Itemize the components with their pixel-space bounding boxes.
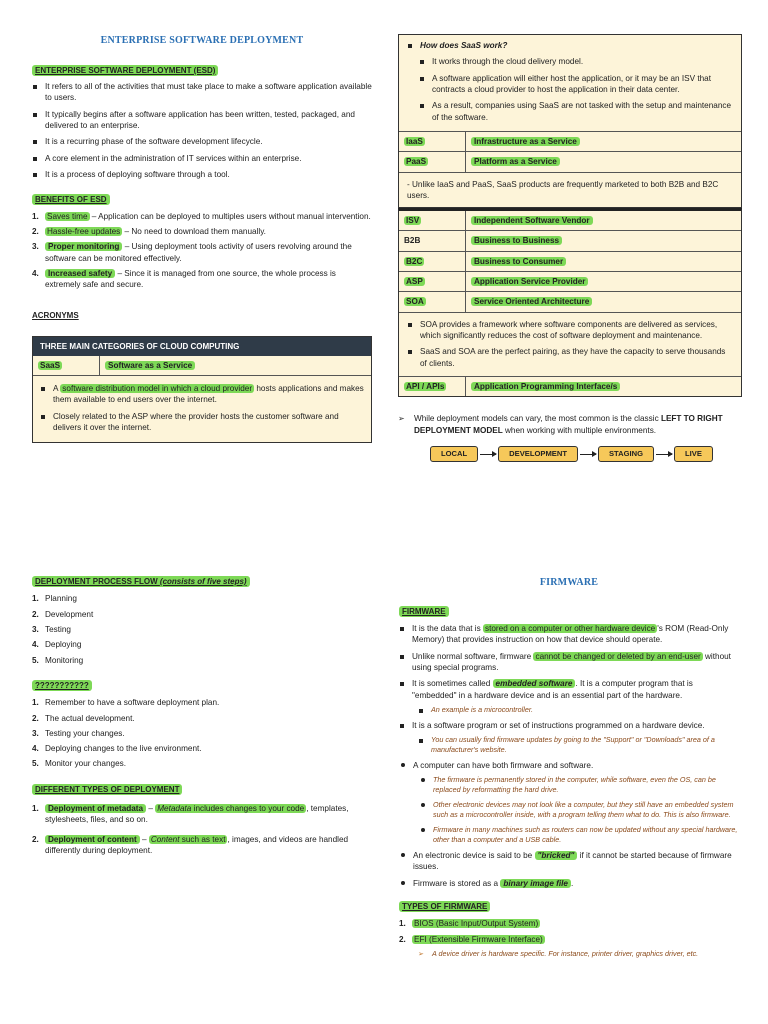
left-top-column: [32, 34, 372, 443]
page-title: ENTERPRISE SOFTWARE DEPLOYMENT: [100, 35, 304, 46]
soa-list: [407, 319, 733, 369]
right-top-column: [398, 34, 742, 462]
acronym-value: Application Service Provider: [471, 277, 588, 286]
list-item: SOA provides a framework where software components are delivered as services, which significantly reduces the cost of software deployment and maintenance.: [407, 319, 733, 342]
benefits-heading: BENEFITS OF ESD: [32, 194, 110, 205]
list-item: The firmware is permanently stored in the computer, while software, even the OS, can be replaced by reformatting the hard drive.: [419, 775, 739, 795]
list-item: SaaS and SOA are the perfect pairing, as they have the capacity to serve thousands of clients.: [407, 346, 733, 369]
flow-step-staging: STAGING: [598, 446, 654, 462]
b2b-note: - Unlike IaaS and PaaS, SaaS products are frequently marketed to both B2B and B2C users.: [399, 172, 741, 208]
list-item: 1. Remember to have a software deployment plan.: [32, 698, 220, 708]
unknown-heading: ???????????: [32, 680, 92, 691]
deployment-model-note: [398, 413, 742, 436]
list-item: It works through the cloud delivery model.: [419, 56, 733, 67]
list-item: 3. Testing: [32, 624, 71, 634]
acronym-key: ISV: [406, 216, 420, 226]
list-item: ➢ A device driver is hardware specific. For instance, printer driver, graphics driver, etc.: [418, 949, 739, 959]
list-item: Other electronic devices may not look like a computer, but they still have an embedded system such as a microcontroller inside, with a program telling them what to do. This is also firmware.: [419, 800, 739, 820]
benefits-list: [32, 211, 372, 291]
acronym-value: Business to Business: [471, 236, 562, 245]
firmware-title: FIRMWARE: [539, 577, 599, 588]
list-item: 4. Deploying changes to the live environment.: [32, 744, 202, 754]
acronym-table: [398, 208, 742, 397]
cloud-categories-box: [32, 336, 372, 444]
flow-step-development: DEVELOPMENT: [498, 446, 578, 462]
flow-step-local: LOCAL: [430, 446, 478, 462]
firmware-types-heading: TYPES OF FIRMWARE: [399, 901, 490, 912]
list-item: It is a process of deploying software through a tool.: [32, 169, 372, 180]
deployment-flow-diagram: [430, 446, 742, 462]
acronym-key: ASP: [406, 277, 423, 287]
list-item: It is sometimes called embedded software . It is a computer program that is "embedded" in a hardware device and is an essential part of the hardware. An example is a microcontroller.: [399, 678, 739, 715]
list-item: 5. Monitoring: [32, 655, 84, 665]
list-item: As a result, companies using SaaS are not tasked with the setup and maintenance of the software.: [419, 100, 733, 123]
types-heading: DIFFERENT TYPES OF DEPLOYMENT: [32, 784, 182, 795]
list-item: Closely related to the ASP where the provider hosts the customer software and delivers it over the internet.: [40, 411, 364, 434]
acronym-value: Infrastructure as a Service: [471, 137, 580, 146]
list-item: ➢ While deployment models can vary, the most common is the classic LEFT TO RIGHT DEPLOYMENT MODEL when working with multiple environments.: [398, 413, 742, 436]
acronym-key: B2C: [406, 256, 423, 266]
list-item: It is a recurring phase of the software development lifecycle.: [32, 136, 372, 147]
list-item: It is a software program or set of instructions programmed on a hardware device. You can usually find firmware updates by going to the "Support" or "Downloads" area of a manufacturer's website.: [399, 720, 739, 755]
process-flow-heading: DEPLOYMENT PROCESS FLOW (consists of five steps): [32, 576, 250, 587]
arrow-icon: [656, 454, 672, 455]
list-item: It typically begins after a software application has been written, tested, packaged, and delivered to an enterprise.: [32, 109, 372, 132]
acronym-value: Platform as a Service: [471, 157, 560, 166]
list-item: You can usually find firmware updates by going to the "Support" or "Downloads" area of a manufacturer's website.: [418, 735, 739, 755]
acronym-value: Software as a Service: [105, 361, 195, 370]
acronym-value: Service Oriented Architecture: [471, 297, 592, 306]
acronym-key: API / APIs: [406, 381, 445, 391]
list-item: 4. Deploying: [32, 640, 82, 650]
firmware-list: [399, 623, 739, 755]
saas-how-box: [398, 34, 742, 208]
deployment-types-list: [32, 803, 372, 856]
acronyms-heading: ACRONYMS: [32, 311, 79, 321]
list-item: An electronic device is said to be "bricked" if it cannot be started because of firmware issues.: [399, 850, 739, 873]
list-item: 1. BIOS (Basic Input/Output System): [399, 919, 539, 929]
list-item: A computer can have both firmware and software. The firmware is permanently stored in the computer, while software, even the OS, can be replaced by reformatting the hard drive. Other electronic devices may not look like a computer, but they still have an embedded system such as a microcontroller inside, with a program telling them what to do. This is also firmware. Firmware in many machines such as routers can now be updated without any special hardware, other than a computer and a USB cable.: [399, 760, 739, 845]
list-item: A software application will either host the application, or it may be an ISV that contracts a cloud provider to host the application in their data center.: [419, 73, 733, 96]
acronym-key: SOA: [406, 297, 424, 307]
list-item: 1. Saves time – Application can be deployed to multiples users without manual intervention.: [32, 211, 371, 221]
list-item: A software distribution model in which a cloud provider hosts applications and makes them available to end users over the internet.: [40, 383, 364, 406]
list-item: 2. EFI (Extensible Firmware Interface) ➢ A device driver is hardware specific. For instance, printer driver, graphics driver, etc.: [399, 934, 739, 959]
list-item: 1. Planning: [32, 594, 77, 604]
flow-step-live: LIVE: [674, 446, 713, 462]
acronym-key: IaaS: [406, 136, 423, 146]
list-item: Firmware is stored as a binary image file .: [399, 878, 739, 889]
list-item: 2. Development: [32, 609, 94, 619]
firmware-heading: FIRMWARE: [399, 606, 449, 617]
firmware-list-2: [399, 760, 739, 889]
list-item: 5. Monitor your changes.: [32, 759, 127, 769]
acronym-key: SaaS: [40, 360, 61, 370]
arrow-icon: [480, 454, 496, 455]
list-item: An example is a microcontroller.: [418, 705, 739, 715]
list-item: 4. Increased safety – Since it is managed from one source, the whole process is extremely safe and secure.: [32, 268, 336, 290]
esd-list: [32, 81, 372, 180]
acronym-key: B2B: [404, 236, 421, 246]
acronym-value: Independent Software Vendor: [471, 216, 593, 225]
arrow-icon: [580, 454, 596, 455]
firmware-types-list: [399, 918, 739, 959]
esd-heading: ENTERPRISE SOFTWARE DEPLOYMENT (ESD): [32, 65, 218, 76]
list-item: Unlike normal software, firmware cannot be changed or deleted by an end-user without using special programs.: [399, 651, 739, 674]
right-bottom-column: [399, 576, 739, 965]
acronym-key: PaaS: [406, 157, 427, 167]
list-item: 2. Hassle-free updates – No need to download them manually.: [32, 226, 266, 236]
process-steps-list: [32, 593, 372, 666]
list-item: Firmware in many machines such as routers can now be updated without any special hardware, other than a computer and a USB cable.: [419, 825, 739, 845]
list-item: 2. Deployment of content – Content such as text , images, and videos are handled differently during deployment.: [32, 834, 349, 855]
list-item: It refers to all of the activities that must take place to make a software application available to users.: [32, 81, 372, 104]
list-item: 2. The actual development.: [32, 713, 135, 723]
left-bottom-column: [32, 576, 372, 860]
list-item: 3. Proper monitoring – Using deployment tools activity of users revolving around the software can be monitored effectively.: [32, 242, 352, 263]
acronym-value: Application Programming Interface/s: [471, 382, 620, 391]
list-item: It is the data that is stored on a computer or other hardware device 's ROM (Read-Only Memory) that provides instruction on how that device should operate.: [399, 623, 739, 646]
steps-detail-list: [32, 697, 372, 770]
list-item: 3. Testing your changes.: [32, 728, 125, 738]
box-header: THREE MAIN CATEGORIES OF CLOUD COMPUTING: [33, 337, 371, 356]
saas-list: [40, 383, 364, 433]
acronym-value: Business to Consumer: [471, 257, 566, 266]
list-item: How does SaaS work?: [407, 40, 733, 51]
list-item: A core element in the administration of IT services within an enterprise.: [32, 153, 372, 164]
list-item: 1. Deployment of metadata – Metadata includes changes to your code , templates, stylesheets, files, and so on.: [32, 804, 349, 825]
